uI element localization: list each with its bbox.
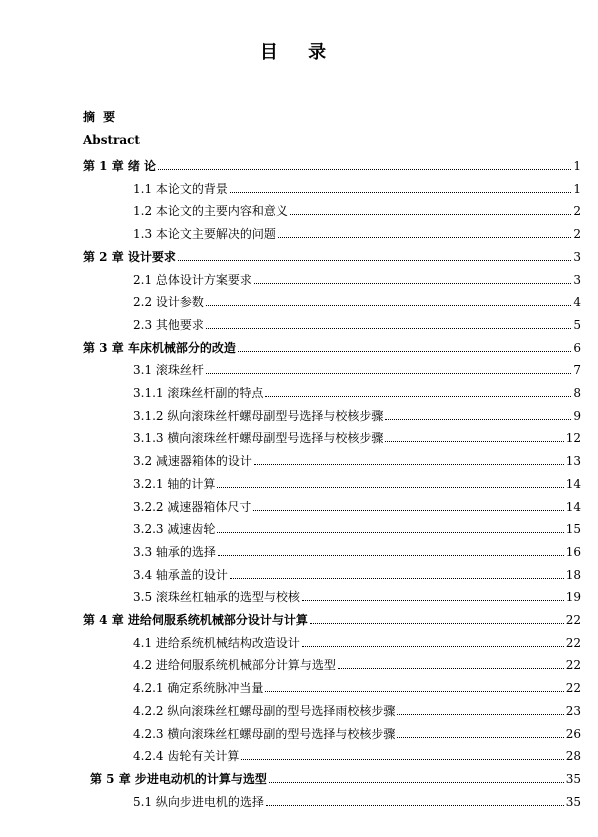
toc-section-line	[133, 380, 581, 400]
toc-section-line	[133, 698, 581, 718]
dot-leader	[230, 192, 571, 193]
dot-leader	[266, 805, 564, 806]
toc-chapter-line	[83, 153, 581, 173]
toc-entry-label: 第 3 章 车床机械部分的改造	[83, 340, 236, 355]
toc-section-line	[133, 675, 581, 695]
dot-leader	[265, 396, 571, 397]
page-title: 目 录	[259, 42, 339, 63]
toc-entry-label: 3.1.2 纵向滚珠丝杆螺母副型号选择与校核步骤	[133, 408, 384, 423]
dot-leader	[241, 759, 563, 760]
dot-leader	[158, 169, 571, 170]
dot-leader	[230, 578, 564, 579]
toc-chapter-line	[90, 766, 581, 786]
toc-section-line	[133, 584, 581, 604]
toc-section-line	[133, 789, 581, 809]
toc-page-number: 1	[573, 181, 581, 196]
toc-entry-label: 第 2 章 设计要求	[83, 249, 176, 264]
toc-entry-label: 3.1 滚珠丝杆	[133, 363, 204, 378]
toc-entry-label: 3.1.1 滚珠丝杆副的特点	[133, 386, 264, 400]
toc-page-number: 9	[573, 408, 581, 423]
dot-leader	[397, 714, 563, 715]
toc-entry-label: 3.3 轴承的选择	[133, 544, 216, 559]
dot-leader	[217, 532, 563, 533]
toc-entry-label: 2.2 设计参数	[133, 295, 204, 310]
toc-abstract-en: Abstract	[83, 133, 140, 147]
dot-leader	[265, 691, 563, 692]
toc-entry-label: 3.2 减速器箱体的设计	[133, 454, 252, 469]
dot-leader	[269, 782, 564, 783]
toc-entry-label: 4.2 进给伺服系统机械部分计算与选型	[133, 658, 336, 673]
toc-entry-label: 3.2.1 轴的计算	[133, 476, 216, 491]
toc-entry-label: 1.2 本论文的主要内容和意义	[133, 204, 288, 219]
toc-entry-label: 4.2.1 确定系统脉冲当量	[133, 681, 264, 696]
dot-leader	[397, 737, 563, 738]
toc-page-number: 14	[565, 476, 581, 491]
dot-leader	[238, 351, 571, 352]
toc-entry-label: 第 4 章 进给伺服系统机械部分设计与计算	[83, 613, 308, 627]
dot-leader	[302, 600, 564, 601]
toc-entry-label: 1.3 本论文主要解决的问题	[133, 227, 276, 242]
toc-entry-label: 4.2.2 纵向滚珠丝杠螺母副的型号选择雨校核步骤	[133, 703, 396, 718]
dot-leader	[206, 328, 571, 329]
toc-entry-label: 1.1 本论文的背景	[133, 181, 228, 196]
toc-page-number: 19	[565, 590, 581, 605]
toc-page-number: 22	[565, 635, 581, 650]
toc-chapter-line	[83, 335, 581, 355]
toc-section-line	[133, 289, 581, 309]
dot-leader	[310, 623, 564, 624]
toc-page-number: 6	[573, 340, 581, 355]
toc-entry-label: 4.1 进给系统机械结构改造设计	[133, 635, 300, 650]
toc-page-number: 3	[573, 249, 581, 264]
dot-leader	[178, 260, 571, 261]
toc-page-number: 5	[573, 317, 581, 332]
toc-page-number: 35	[565, 771, 581, 786]
toc-page-number: 16	[565, 544, 581, 559]
toc-entry-label: 3.1.3 横向滚珠丝杆螺母副型号选择与校核步骤	[133, 431, 384, 446]
toc-entry-label: 3.2.2 减速器箱体尺寸	[133, 499, 252, 514]
dot-leader	[385, 419, 571, 420]
toc-section-line	[133, 494, 581, 514]
toc-section-line	[133, 198, 581, 218]
toc-abstract-cn: 摘 要	[83, 110, 118, 124]
toc-page-number: 2	[573, 204, 581, 219]
toc-section-line	[133, 721, 581, 741]
toc-page-number: 22	[565, 613, 581, 627]
toc-section-line	[133, 425, 581, 445]
toc-section-line	[133, 403, 581, 423]
dot-leader	[254, 283, 571, 284]
toc-chapter-line	[83, 244, 581, 264]
toc-page-number: 15	[565, 522, 581, 537]
toc-section-line	[133, 448, 581, 468]
toc-entry-label: 2.1 总体设计方案要求	[133, 272, 252, 287]
toc-page-number: 8	[573, 386, 581, 400]
toc-page-number: 14	[565, 499, 581, 514]
dot-leader	[217, 487, 563, 488]
dot-leader	[338, 668, 564, 669]
toc-entry-label: 3.4 轴承盖的设计	[133, 567, 228, 582]
toc-section-line	[133, 652, 581, 672]
toc-page-number: 13	[565, 454, 581, 469]
toc-page-number: 22	[565, 658, 581, 673]
toc-page-number: 18	[565, 567, 581, 582]
dot-leader	[253, 510, 563, 511]
toc-section-line	[133, 221, 581, 241]
toc-page-number: 12	[565, 431, 581, 446]
dot-leader	[206, 305, 571, 306]
toc-chapter-line	[83, 607, 581, 627]
dot-leader	[290, 214, 571, 215]
toc-entry-label: 第 5 章 步进电动机的计算与选型	[90, 771, 267, 786]
toc-page-number: 1	[573, 159, 581, 173]
toc-page-number: 23	[565, 703, 581, 718]
dot-leader	[278, 237, 571, 238]
toc-section-line	[133, 630, 581, 650]
toc-section-line	[133, 267, 581, 287]
toc-section-line	[133, 516, 581, 536]
toc-section-line	[133, 743, 581, 763]
toc-entry-label: 2.3 其他要求	[133, 317, 204, 332]
toc-section-line	[133, 562, 581, 582]
toc-page-number: 7	[573, 363, 581, 378]
dot-leader	[385, 441, 563, 442]
dot-leader	[302, 646, 564, 647]
toc-section-line	[133, 471, 581, 491]
toc-section-line	[133, 312, 581, 332]
toc-entry-label: 3.5 滚珠丝杠轴承的选型与校核	[133, 590, 300, 605]
toc-entry-label: 3.2.3 减速齿轮	[133, 522, 216, 537]
toc-section-line	[133, 539, 581, 559]
dot-leader	[206, 373, 571, 374]
toc-entry-label: 5.1 纵向步进电机的选择	[133, 794, 264, 809]
toc-page-number: 3	[573, 272, 581, 287]
toc-page-number: 28	[565, 749, 581, 764]
toc-page-number: 26	[565, 726, 581, 741]
toc-page-number: 22	[565, 681, 581, 696]
toc-page-number: 2	[573, 227, 581, 242]
dot-leader	[254, 464, 564, 465]
toc-page-number: 4	[573, 295, 581, 310]
toc-entry-label: 4.2.4 齿轮有关计算	[133, 749, 240, 764]
toc-entry-label: 第 1 章 绪 论	[83, 159, 157, 173]
toc-entry-label: 4.2.3 横向滚珠丝杠螺母副的型号选择与校核步骤	[133, 726, 396, 741]
toc-section-line	[133, 176, 581, 196]
toc-page-number: 35	[565, 794, 581, 809]
toc-section-line	[133, 357, 581, 377]
dot-leader	[218, 555, 564, 556]
